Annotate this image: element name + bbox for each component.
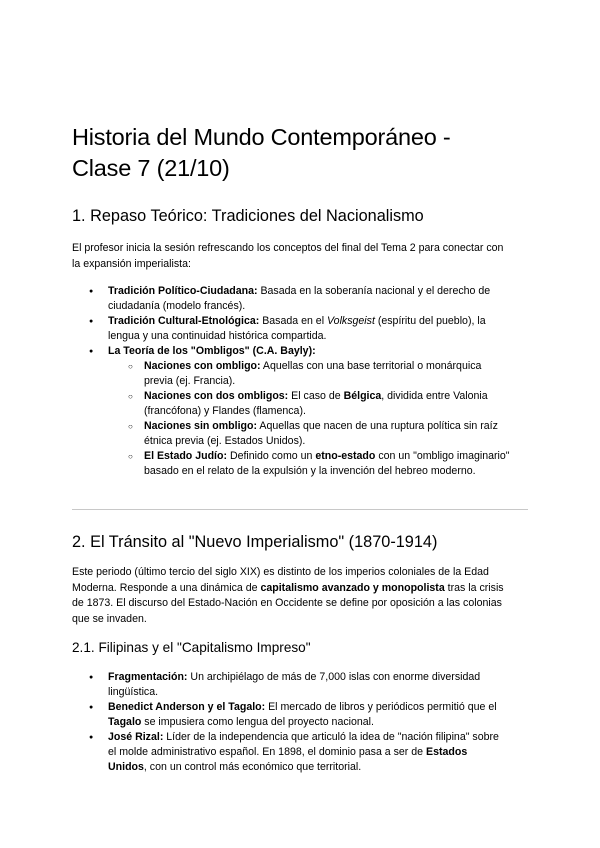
- sub-bullet-text: El caso de: [288, 390, 344, 402]
- paragraph-line: Este periodo (último tercio del siglo XIX) es distinto de los imperios coloniales de la Edad: [72, 566, 489, 578]
- bullet-text: , con un control más económico que territorial.: [143, 761, 362, 773]
- sub-bullet-text: Aquellas que nacen de una ruptura política sin raíz: [257, 420, 498, 432]
- bullet-text: lingüística.: [108, 686, 159, 698]
- section-2-paragraph: [72, 565, 528, 627]
- bullet-text: el molde administrativo español. En 1898, el dominio pasa a ser de: [108, 746, 426, 758]
- section-2-list: [72, 670, 528, 775]
- list-item: [72, 344, 528, 479]
- sub-bullet-label: Naciones sin ombligo:: [144, 420, 258, 432]
- sub-bullet-text: previa (ej. Francia).: [144, 375, 236, 387]
- paragraph-line: de 1873. El discurso del Estado-Nación en Occidente se define por oposición a las colonias: [72, 597, 502, 609]
- bullet-label: Tradición Cultural-Etnológica:: [108, 315, 260, 327]
- bullet-text: se impusiera como lengua del proyecto nacional.: [141, 716, 374, 728]
- sub-list-item: [108, 359, 528, 389]
- intro-line-1: El profesor inicia la sesión refrescando los conceptos del final del Tema 2 para conectar con: [72, 242, 504, 254]
- section-1-intro: [72, 241, 528, 272]
- intro-line-2: la expansión imperialista:: [72, 257, 191, 270]
- italic-term: Volksgeist: [327, 315, 375, 327]
- bullet-text: El mercado de libros y periódicos permitió que el: [265, 701, 497, 713]
- sub-bullet-text: , dividida entre Valonia: [381, 390, 488, 402]
- list-item: [72, 284, 528, 314]
- list-item: [72, 670, 528, 700]
- sub-bullet-text: étnica previa (ej. Estados Unidos).: [144, 435, 306, 447]
- sub-bullet-label: Naciones con ombligo:: [144, 360, 261, 372]
- list-item: [72, 730, 528, 775]
- paragraph-line: tras la crisis: [444, 581, 504, 594]
- bold-term: capitalismo avanzado y monopolista: [260, 581, 445, 594]
- sub-list-item: [108, 389, 528, 419]
- bullet-label: Fragmentación:: [108, 671, 188, 683]
- list-item: [72, 314, 528, 344]
- sub-bullet-text: Aquellas con una base territorial o monárquica: [260, 360, 482, 372]
- bullet-text: ciudadanía (modelo francés).: [108, 300, 246, 312]
- bullet-text: lengua y una continuidad histórica compartida.: [108, 330, 327, 342]
- paragraph-line: Moderna. Responde a una dinámica de: [72, 581, 261, 594]
- sub-bullet-label: Naciones con dos ombligos:: [144, 390, 289, 402]
- sub-bullet-text: basado en el relato de la expulsión y la invención del hebreo moderno.: [144, 465, 476, 477]
- sub-bullet-text: con un "ombligo imaginario": [375, 450, 510, 462]
- sub-list-item: [108, 419, 528, 449]
- sub-bullet-text: (francófona) y Flandes (flamenca).: [144, 405, 306, 417]
- bullet-label: La Teoría de los "Ombligos" (C.A. Bayly):: [108, 345, 316, 357]
- bold-term: Bélgica: [343, 390, 382, 402]
- bold-term: Tagalo: [108, 716, 142, 728]
- bullet-text: Líder de la independencia que articuló la idea de "nación filipina" sobre: [163, 731, 499, 743]
- bullet-label: Tradición Político-Ciudadana:: [108, 285, 258, 297]
- document-page: [72, 122, 528, 775]
- sub-list-item: [108, 449, 528, 479]
- sub-bullet-text: Definido como un: [227, 450, 316, 462]
- list-item: [72, 700, 528, 730]
- section-1-heading: 1. Repaso Teórico: Tradiciones del Nacionalismo: [72, 207, 424, 225]
- bold-term: Estados: [426, 746, 468, 758]
- bullet-label: José Rizal:: [108, 731, 164, 743]
- bold-term: Unidos: [108, 761, 144, 773]
- bullet-text: Un archipiélago de más de 7,000 islas con enorme diversidad: [187, 671, 481, 683]
- bullet-text: Basada en el: [259, 315, 327, 327]
- sub-list: [108, 359, 528, 479]
- section-2-heading: 2. El Tránsito al "Nuevo Imperialismo" (1870-1914): [72, 533, 438, 551]
- section-2-1-heading: 2.1. Filipinas y el "Capitalismo Impreso": [72, 640, 311, 655]
- paragraph-line: que se invaden.: [72, 612, 147, 625]
- sub-bullet-label: El Estado Judío:: [144, 450, 227, 462]
- bullet-text: Basada en la soberanía nacional y el derecho de: [257, 285, 491, 297]
- bold-term: etno-estado: [315, 450, 376, 462]
- page-title: [72, 122, 528, 184]
- section-divider: [72, 509, 528, 510]
- bullet-text: (espíritu del pueblo), la: [374, 315, 486, 327]
- section-1-list: [72, 284, 528, 479]
- bullet-label: Benedict Anderson y el Tagalo:: [108, 701, 266, 713]
- title-line-1: Historia del Mundo Contemporáneo -: [72, 124, 451, 150]
- title-line-2: Clase 7 (21/10): [72, 155, 230, 181]
